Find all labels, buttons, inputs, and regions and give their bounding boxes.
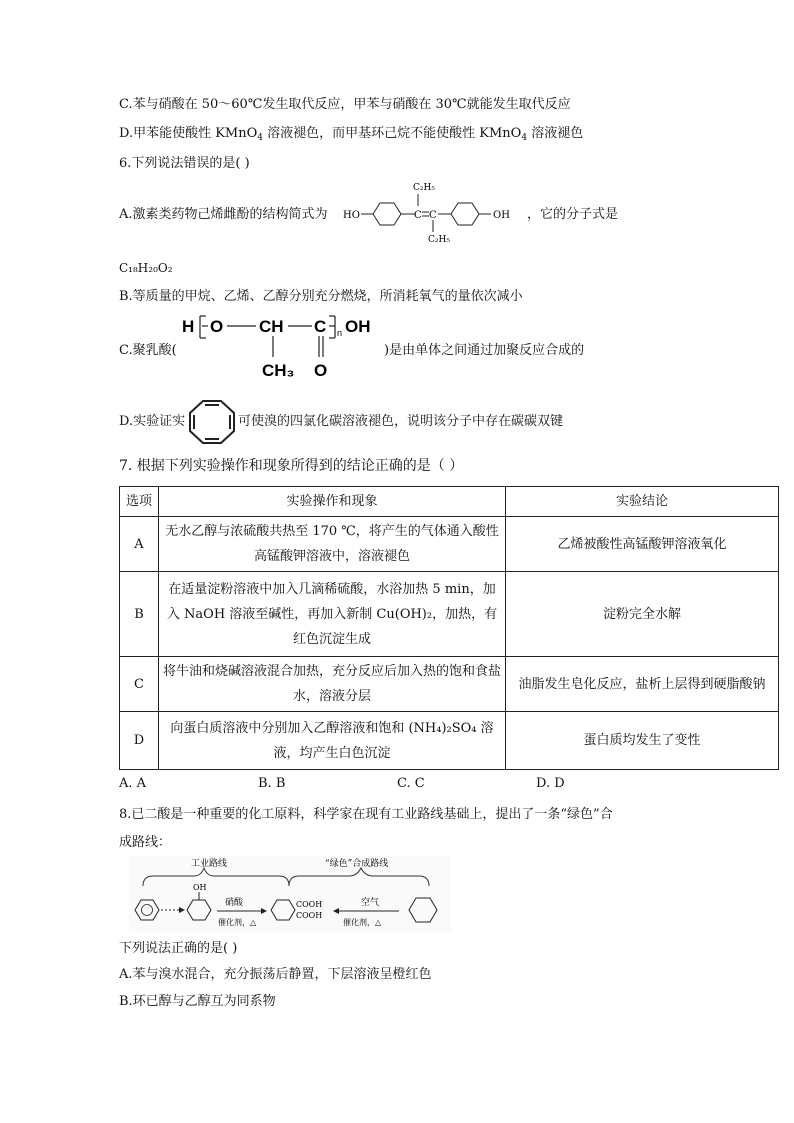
svg-text:COOH: COOH	[296, 900, 323, 909]
q8-stem-line1: 8.已二酸是一种重要的化工原料，科学家在现有工业路线基础上，提出了一条“绿色”合	[119, 807, 613, 822]
table-row	[120, 712, 779, 770]
green-route-label: “绿色”合成路线	[325, 859, 389, 869]
q8-stem-line2: 成路线：	[119, 835, 172, 850]
q7-answer-d: D. D	[536, 776, 565, 791]
svg-text:硝酸: 硝酸	[225, 898, 244, 908]
svg-text:CH₃: CH₃	[262, 361, 295, 380]
q7-stem: 7. 根据下列实验操作和现象所得到的结论正确的是（ ）	[119, 458, 464, 474]
adipic-acid-route-diagram	[129, 856, 451, 932]
svg-text:n: n	[337, 328, 343, 338]
q7-row-option: D	[120, 712, 159, 770]
svg-text:COOH: COOH	[296, 911, 323, 920]
q7-header-operation: 实验操作和现象	[159, 487, 506, 517]
svg-text:CH: CH	[259, 317, 284, 336]
svg-text:空气: 空气	[361, 898, 380, 908]
q7-row-operation: 无水乙醇与浓硫酸共热至 170 ℃，将产生的气体通入酸性高锰酸钾溶液中，溶液褪色	[159, 517, 506, 572]
q6-option-c-pre: C.聚乳酸(	[119, 343, 177, 358]
q7-row-option: B	[120, 572, 159, 657]
q7-table	[119, 486, 779, 770]
cyclooctatetraene-structure	[188, 399, 236, 445]
ethyl-bottom-label: C₂H₅	[428, 235, 450, 245]
q7-row-option: A	[120, 517, 159, 572]
svg-text:催化剂，△: 催化剂，△	[218, 918, 257, 927]
q7-answer-c: C. C	[397, 776, 425, 791]
svg-text:C: C	[414, 210, 422, 221]
q7-row-operation: 向蛋白质溶液中分别加入乙醇溶液和饱和 (NH₄)₂SO₄ 溶液，均产生白色沉淀	[159, 712, 506, 770]
q6-option-a-formula: C₁₈H₂₀O₂	[119, 261, 173, 275]
svg-text:O: O	[210, 317, 224, 336]
q6-option-d-pre: D.实验证实	[119, 414, 186, 429]
q5-option-c: C.苯与硝酸在 50～60℃发生取代反应，甲苯与硝酸在 30℃就能发生取代反应	[119, 97, 571, 112]
q6-option-a-tail: ，它的分子式是	[527, 207, 619, 222]
q7-row-operation: 在适量淀粉溶液中加入几滴稀硫酸，水浴加热 5 min，加入 NaOH 溶液至碱性，再加入新制 Cu(OH)₂，加热，有红色沉淀生成	[159, 572, 506, 657]
q6-option-c-post: )是由单体之间通过加聚反应合成的	[384, 343, 585, 358]
table-row	[120, 517, 779, 572]
q7-header-conclusion: 实验结论	[506, 487, 779, 517]
q8-option-a: A.苯与溴水混合，充分振荡后静置，下层溶液呈橙红色	[119, 967, 432, 982]
q5-option-d: D.甲苯能使酸性 KMnO$_4$ 溶液褪色，而甲基环己烷不能使酸性 KMnO$_4$ 溶液褪色	[119, 126, 584, 143]
q6-option-a: A.激素类药物己烯雌酚的结构简式为	[119, 207, 328, 222]
svg-text:OH: OH	[193, 883, 207, 892]
q7-answers	[119, 776, 675, 791]
q7-row-operation: 将牛油和烧碱溶液混合加热，充分反应后加入热的饱和食盐水，溶液分层	[159, 657, 506, 712]
ethyl-top-label: C₂H₅	[413, 183, 435, 193]
q7-answer-a: A. A	[119, 776, 147, 791]
svg-text:C: C	[429, 210, 437, 221]
diethylstilbestrol-structure	[343, 176, 523, 246]
q7-row-conclusion: 蛋白质均发生了变性	[506, 712, 779, 770]
q6-option-b: B.等质量的甲烷、乙烯、乙醇分别充分燃烧，所消耗氧气的量依次减小	[119, 289, 523, 304]
q8-option-b: B.环已醇与乙醇互为同系物	[119, 994, 276, 1009]
table-row	[120, 572, 779, 657]
q7-answer-b: B. B	[258, 776, 286, 791]
svg-text:催化剂，△: 催化剂，△	[343, 918, 382, 927]
ho-label: HO	[343, 210, 360, 221]
oh-label: OH	[493, 210, 510, 221]
q7-row-conclusion: 油脂发生皂化反应，盐析上层得到硬脂酸钠	[506, 657, 779, 712]
q6-stem: 6.下列说法错误的是( )	[119, 156, 250, 171]
polylactic-acid-structure	[180, 312, 385, 384]
q7-row-conclusion: 乙烯被酸性高锰酸钾溶液氧化	[506, 517, 779, 572]
svg-text:C: C	[314, 317, 327, 336]
q7-row-conclusion: 淀粉完全水解	[506, 572, 779, 657]
svg-text:OH: OH	[345, 317, 371, 336]
industrial-route-label: 工业路线	[191, 859, 228, 869]
q6-option-d-post: 可使溴的四氯化碳溶液褪色，说明该分子中存在碳碳双键	[238, 414, 564, 429]
q8-question: 下列说法正确的是( )	[119, 941, 238, 956]
q7-header-option: 选项	[120, 487, 159, 517]
table-row	[120, 657, 779, 712]
q7-header-row	[120, 487, 779, 517]
svg-text:O: O	[314, 361, 328, 380]
svg-text:H: H	[182, 317, 195, 336]
q7-row-option: C	[120, 657, 159, 712]
